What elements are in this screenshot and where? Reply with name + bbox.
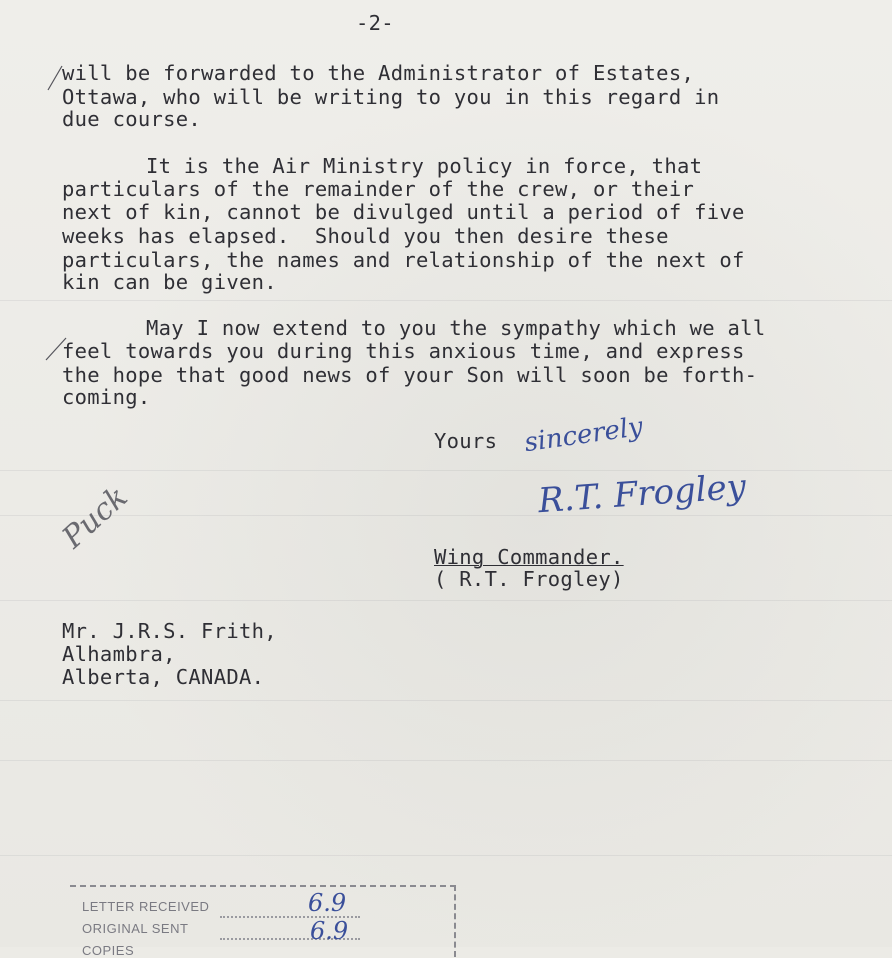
- text-line: kin can be given.: [62, 270, 277, 294]
- bleed-through-line: [0, 600, 892, 601]
- address-line: Alberta, CANADA.: [62, 665, 265, 689]
- text-line: It is the Air Ministry policy in force, that: [146, 154, 703, 178]
- text-line: particulars of the remainder of the crew, or their: [62, 177, 695, 201]
- signatory-title: Wing Commander.: [434, 545, 624, 569]
- bleed-through-line: [0, 760, 892, 761]
- text-line: particulars, the names and relationship of the next of: [62, 248, 745, 272]
- bleed-through-line: [0, 855, 892, 856]
- pencil-initials: Puck: [55, 479, 135, 556]
- text-line: will be forwarded to the Administrator of Estates,: [62, 61, 695, 85]
- stamp-label-original: ORIGINAL SENT: [82, 921, 189, 936]
- text-line: the hope that good news of your Son will soon be forth-: [62, 363, 758, 387]
- stamp-value-original: 6.9: [310, 917, 349, 945]
- bleed-through-line: [0, 300, 892, 301]
- text-line: next of kin, cannot be divulged until a period of five: [62, 200, 745, 224]
- handwritten-signature: R.T. Frogley: [536, 466, 748, 522]
- margin-tick-marks: [44, 60, 74, 380]
- handwritten-closing: sincerely: [522, 411, 645, 459]
- bleed-through-line: [0, 515, 892, 516]
- stamp-label-received: LETTER RECEIVED: [82, 899, 210, 914]
- text-line: weeks has elapsed. Should you then desire these: [62, 224, 669, 248]
- signatory-name: ( R.T. Frogley): [434, 567, 624, 591]
- text-line: Ottawa, who will be writing to you in this regard in: [62, 85, 720, 109]
- closing-yours: Yours: [434, 429, 498, 453]
- text-line: coming.: [62, 385, 151, 409]
- address-line: Alhambra,: [62, 642, 176, 666]
- bleed-through-line: [0, 470, 892, 471]
- text-line: May I now extend to you the sympathy which we all: [146, 316, 766, 340]
- page-number: -2-: [356, 11, 394, 35]
- address-line: Mr. J.R.S. Frith,: [62, 619, 277, 643]
- stamp-label-copies: COPIES: [82, 943, 135, 958]
- bleed-through-line: [0, 700, 892, 701]
- stamp-value-received: 6.9: [308, 889, 347, 917]
- received-stamp: [70, 885, 456, 957]
- text-line: due course.: [62, 107, 202, 131]
- text-line: feel towards you during this anxious time, and express: [62, 339, 745, 363]
